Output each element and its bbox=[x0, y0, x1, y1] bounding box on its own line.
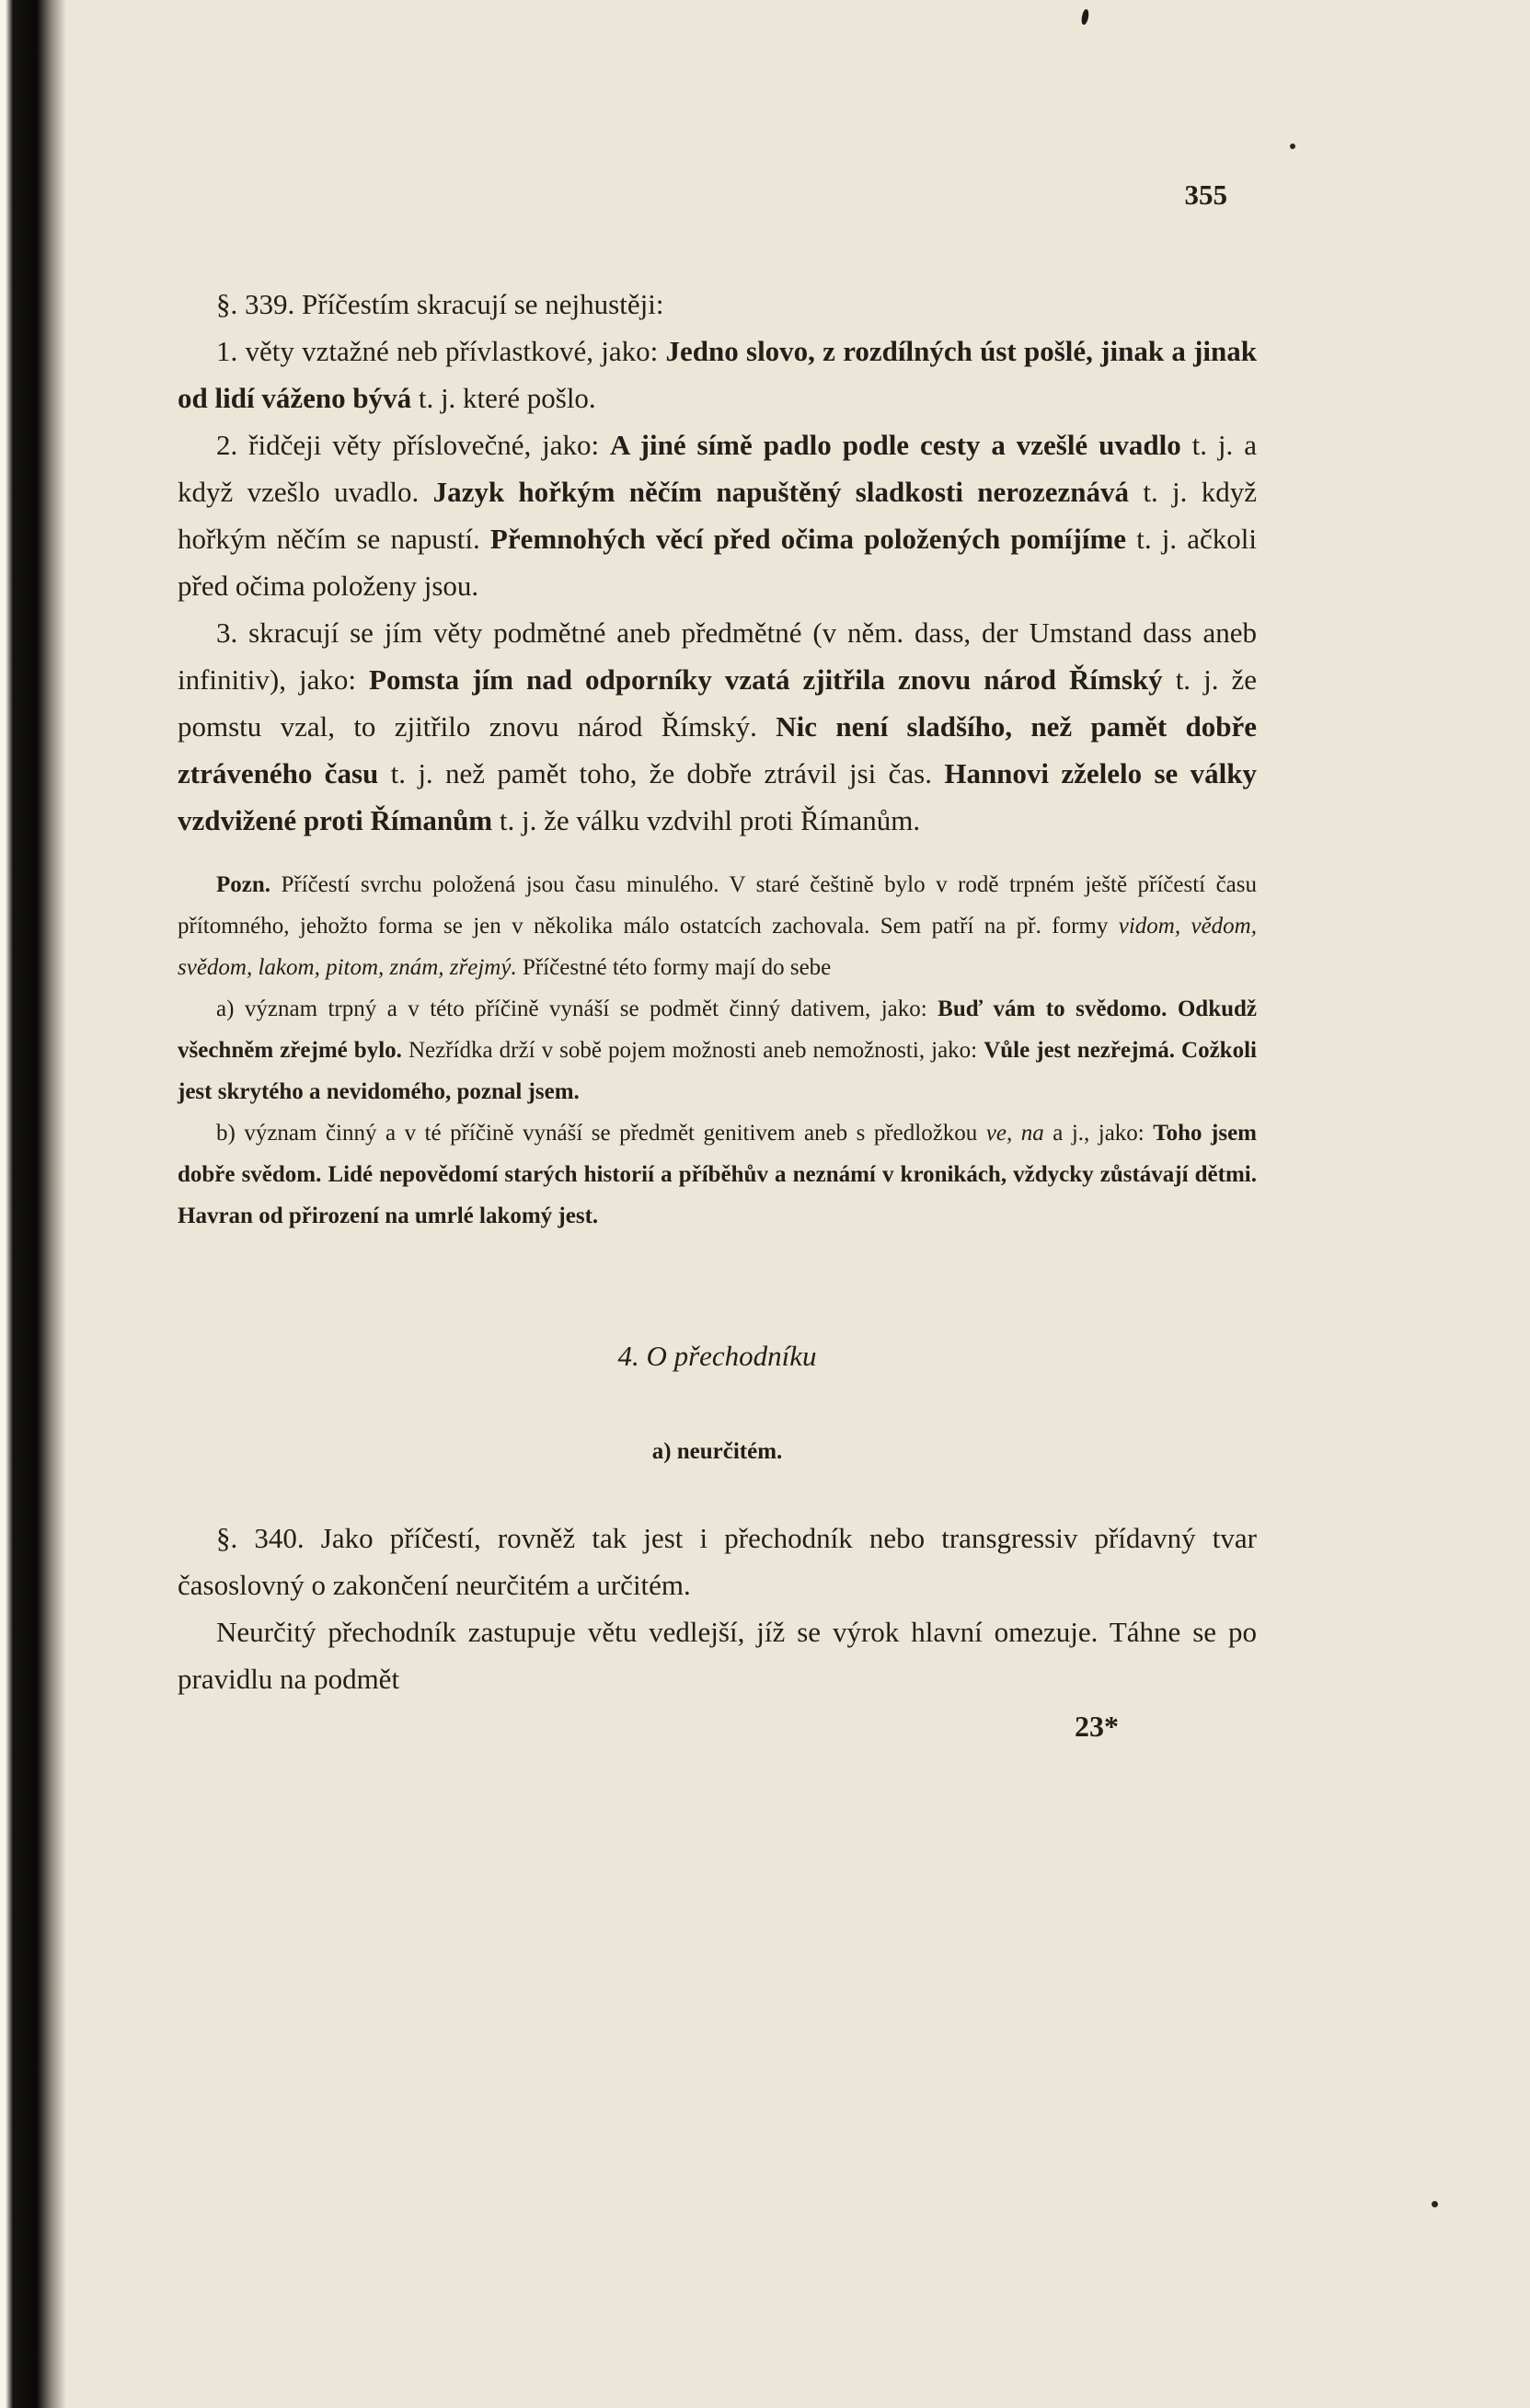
text-run: b) význam činný a v té příčině vynáší se předmět genitivem aneb s předložkou bbox=[216, 1121, 986, 1146]
text-run: Příčestné této formy mají do sebe bbox=[516, 955, 832, 980]
text-run: vidom, vědom, svědom, lakom, pitom, znám, zřejmý. bbox=[178, 914, 1257, 980]
text-run: a j., jako: bbox=[1043, 1121, 1154, 1146]
note-intro bbox=[178, 864, 1257, 988]
para-339-item2 bbox=[178, 421, 1257, 609]
page-number: 355 bbox=[1184, 179, 1227, 211]
para-340-second bbox=[178, 1608, 1257, 1702]
text-run: Vůle jest nezřejmá. Cožkoli jest skrytého a nevidomého, poznal jsem. bbox=[178, 1038, 1257, 1104]
para-339-item1 bbox=[178, 328, 1257, 421]
text-run: Nic není sladšího, než pamět dobře ztráveného času bbox=[178, 710, 1257, 789]
text-run: a) význam trpný a v této příčině vynáší se podmět činný dativem, jako: bbox=[216, 997, 938, 1021]
section-heading bbox=[178, 1332, 1257, 1379]
text-run: 4. O přechodníku bbox=[617, 1340, 817, 1372]
text-run: Jedno slovo, z rozdílných úst pošlé, jinak a jinak od lidí váženo bývá bbox=[178, 335, 1257, 414]
text-run: Přemnohých věcí před očima položených pomíjíme bbox=[489, 523, 1127, 555]
text-run: Pomsta jím nad odporníky vzatá zjitřila znovu národ Římský bbox=[369, 663, 1163, 696]
text-run: t. j. že pomstu vzal, to zjitřilo znovu národ Římský. bbox=[178, 663, 1258, 743]
text-run: t. j. než pamět toho, že dobře ztrávil jsi čas. bbox=[378, 757, 945, 789]
text-run: Neurčitý přechodník zastupuje větu vedlejší, jíž se výrok hlavní omezuje. Táhne se po pravidlu na podmět bbox=[178, 1616, 1257, 1695]
scan-artifact bbox=[1290, 144, 1295, 149]
text-run: Toho jsem dobře svědom. Lidé nepovědomí starých historií a příběhův a neznámí v kronikách, vždycky zůstávají dětmi. Havran od přirození na umrlé lakomý jest. bbox=[178, 1121, 1258, 1228]
text-run: 1. věty vztažné neb přívlastkové, jako: bbox=[216, 335, 666, 367]
text-run: t. j. a když vzešlo uvadlo. bbox=[178, 429, 1257, 508]
note-b bbox=[178, 1112, 1257, 1237]
scan-artifact bbox=[1080, 8, 1089, 25]
text-run: 3. skracují se jím věty podmětné aneb předmětné (v něm. dass, der Umstand dass aneb infinitiv), jako: bbox=[178, 616, 1257, 696]
note-a bbox=[178, 988, 1257, 1112]
text-run: Příčestí svrchu položená jsou času minulého. V staré češtině bylo v rodě trpném ještě příčestí času přítomného, jehožto forma se jen v několika málo ostatcích zachovala. Sem patří na př. formy bbox=[178, 872, 1257, 939]
text-run: t. j. ačkoli před očima položeny jsou. bbox=[178, 523, 1257, 602]
text-run: Hannovi zželelo se války vzdvižené proti Římanům bbox=[178, 757, 1258, 836]
text-run: a) neurčitém. bbox=[651, 1439, 783, 1464]
text-run: t. j. které pošlo. bbox=[411, 382, 596, 414]
text-run: 2. řidčeji věty příslovečné, jako: bbox=[216, 429, 611, 461]
printer-signature-mark: 23* bbox=[1075, 1710, 1119, 1743]
text-run: A jiné símě padlo podle cesty a vzešlé uvadlo bbox=[610, 429, 1181, 461]
text-run: ve, na bbox=[985, 1121, 1044, 1146]
text-block bbox=[178, 281, 1257, 1702]
scan-artifact bbox=[1432, 2201, 1438, 2207]
para-340-intro bbox=[178, 1515, 1257, 1608]
scan-gutter-shadow bbox=[0, 0, 68, 2408]
text-run: Buď vám to svědomo. Odkudž všechněm zřejmé bylo. bbox=[178, 997, 1258, 1063]
para-339-item3 bbox=[178, 609, 1257, 844]
text-run: t. j. když hořkým něčím se napustí. bbox=[178, 476, 1257, 555]
text-column bbox=[178, 179, 1257, 1744]
text-run: Nezřídka drží v sobě pojem možnosti aneb nemožnosti, jako: bbox=[401, 1038, 984, 1063]
text-run: §. 340. Jako příčestí, rovněž tak jest i přechodník nebo transgressiv přídavný tvar časoslovný o zakončení neurčitém a určitém. bbox=[178, 1522, 1257, 1601]
text-run: Jazyk hořkým něčím napuštěný sladkosti nerozeznává bbox=[432, 476, 1129, 508]
text-run: t. j. že válku vzdvihl proti Římanům. bbox=[492, 804, 921, 836]
text-run: Pozn. bbox=[216, 872, 271, 897]
subsection-heading bbox=[178, 1431, 1257, 1472]
text-run: §. 339. Příčestím skracují se nejhustěji: bbox=[216, 288, 664, 320]
para-339-heading bbox=[178, 281, 1257, 328]
